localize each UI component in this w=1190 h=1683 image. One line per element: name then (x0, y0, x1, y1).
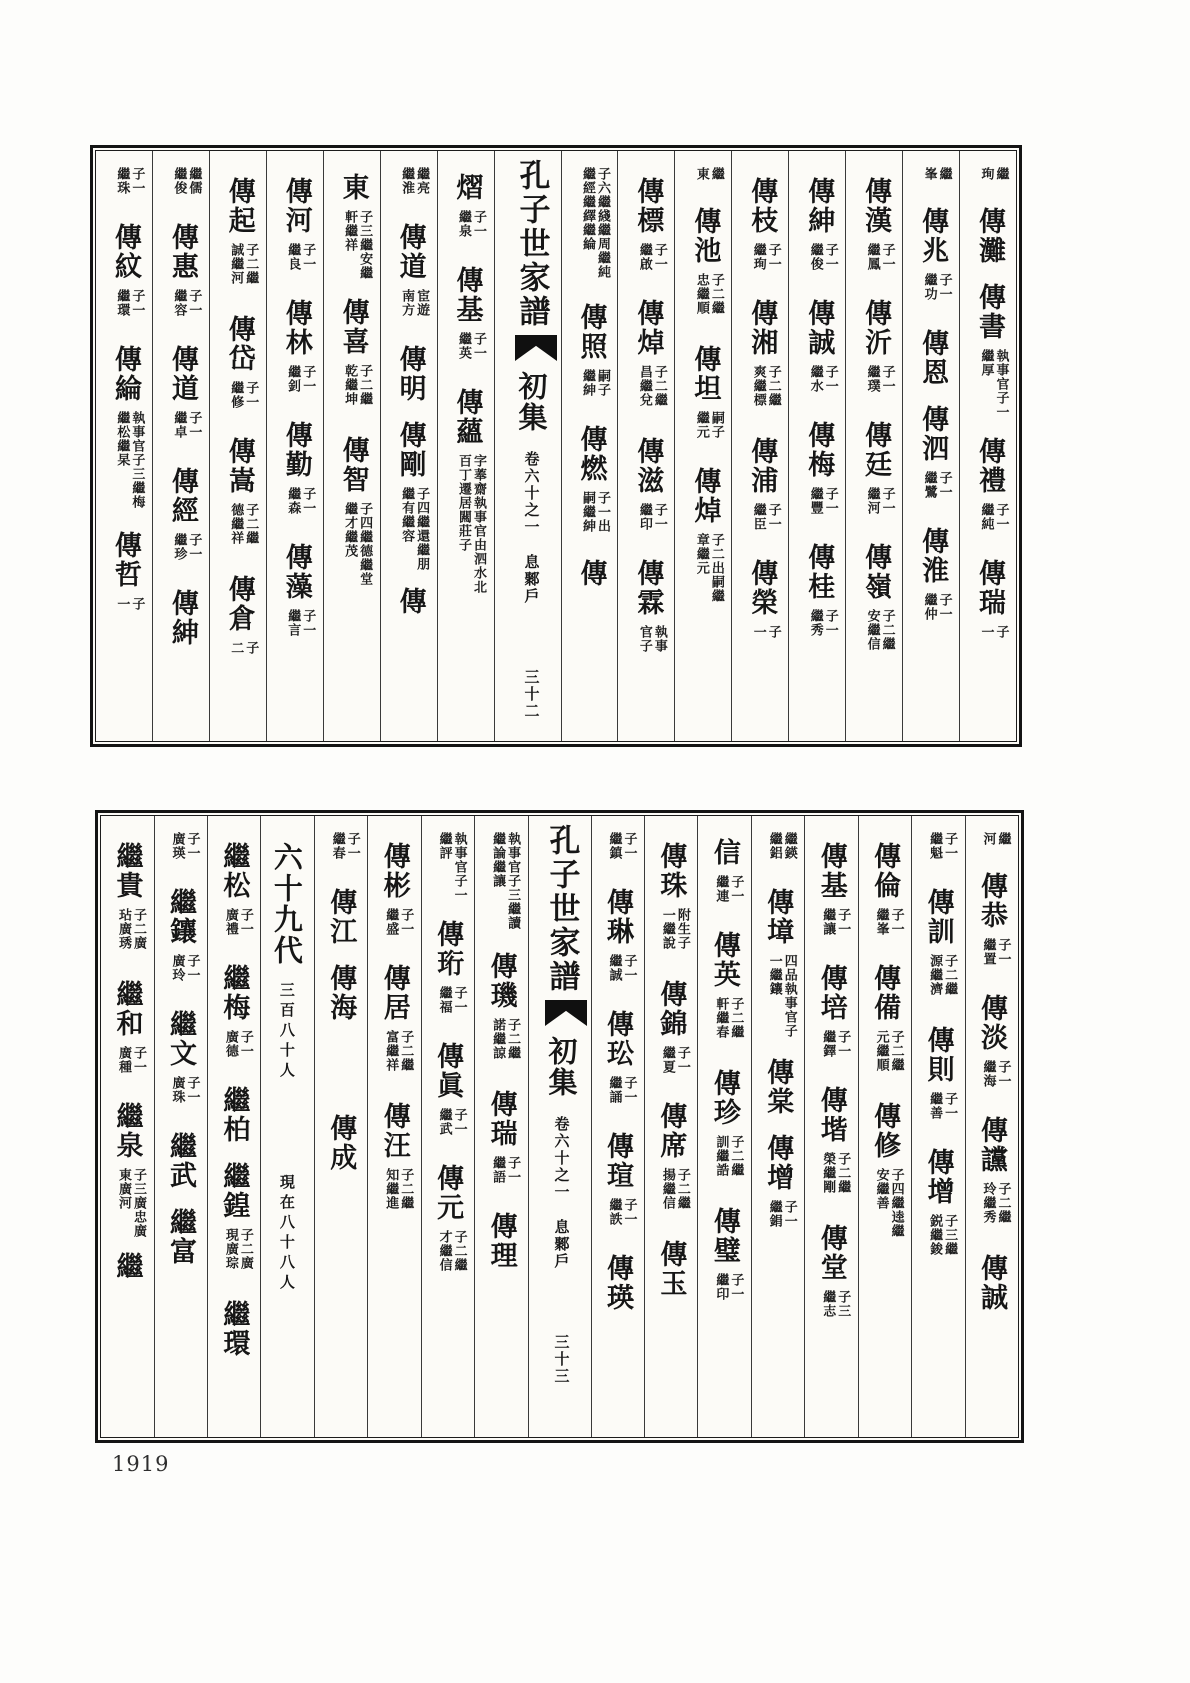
annotation: 子一繼言 (285, 609, 316, 637)
person-name: 傳瑞 (485, 1090, 517, 1148)
person-name: 繼 (111, 1252, 143, 1281)
person-name: 傳岱 (223, 315, 255, 373)
genealogy-column-13 (266, 151, 323, 741)
annotation: 繼亮繼淮 (399, 167, 430, 195)
person-name: 繼文 (164, 1010, 196, 1068)
person-name: 傳增 (922, 1148, 954, 1206)
person-name: 傳桂 (803, 543, 835, 601)
person-name: 傳經 (166, 467, 198, 525)
person-name: 傳瑄 (601, 1132, 633, 1190)
genealogy-column-12 (367, 816, 420, 1437)
person-name: 傳榮 (746, 559, 778, 617)
genealogy-column-17 (101, 816, 153, 1437)
annotation: 子一廣德 (222, 1030, 253, 1058)
annotation: 子一繼臣 (750, 503, 781, 531)
genealogy-column-15 (152, 151, 209, 741)
annotation: 子一繼容 (171, 289, 202, 317)
person-name: 傳錦 (655, 980, 687, 1038)
annotation: 子二繼知繼進 (383, 1168, 414, 1210)
annotation: 子二繼榮繼剛 (820, 1152, 851, 1194)
annotation: 執事官子三繼讀繼論繼讓 (490, 832, 521, 930)
book-title: 孔子世家譜 (513, 159, 550, 329)
genealogy-column-1 (959, 151, 1016, 741)
person-name: 傳瑛 (601, 1254, 633, 1312)
annotation: 子二繼揚繼信 (659, 1168, 690, 1210)
annotation: 子一繼英 (456, 332, 486, 360)
person-name: 傳坦 (689, 345, 721, 403)
genealogy-column-8 (591, 816, 644, 1437)
person-name: 繼和 (111, 980, 143, 1038)
person-name: 傳珍 (708, 1069, 740, 1127)
person-name: 傳倉 (223, 575, 255, 633)
annotation: 子二繼才繼信 (436, 1230, 467, 1272)
person-name: 傳璣 (485, 952, 517, 1010)
genealogy-column-11 (380, 151, 437, 741)
annotation: 繼河 (980, 832, 1011, 846)
household-label: 息鄹戶 (522, 554, 541, 605)
person-name: 傳玉 (655, 1240, 687, 1298)
person-name: 傳珠 (655, 842, 687, 900)
book-title: 孔子世家譜 (543, 824, 580, 994)
genealogy-column-11 (421, 816, 474, 1437)
person-name: 傳道 (394, 223, 426, 281)
annotation: 子一繼盛 (383, 908, 414, 936)
annotation: 子一廣珠 (169, 1076, 200, 1104)
annotation: 繼珣 (978, 167, 1009, 181)
annotation: 子一繼印 (636, 503, 667, 531)
annotation: 子一繼秀 (807, 609, 838, 637)
person-name: 傳剛 (394, 421, 426, 479)
annotation: 繼峯 (921, 167, 952, 181)
annotation: 子一繼珣 (750, 243, 781, 271)
person-name: 傳紳 (803, 177, 835, 235)
genealogy-column-4 (804, 816, 857, 1437)
person-name: 傳智 (337, 436, 369, 494)
annotation: 子一繼魁 (927, 832, 958, 860)
collection-title: 初集 (544, 1036, 579, 1098)
annotation: 子二繼乾繼坤 (342, 364, 373, 406)
annotation: 子二廣現廣琮 (222, 1228, 253, 1270)
person-name: 傳紳 (166, 589, 198, 647)
person-name: 傳瑞 (974, 559, 1005, 617)
annotation: 執事官子一繼評 (436, 832, 467, 902)
person-name: 傳標 (632, 177, 664, 235)
count-annotation: 現在八十八人 (277, 1174, 296, 1294)
annotation: 子一繼鎮 (606, 832, 637, 860)
annotation: 子一繼修 (228, 381, 259, 409)
person-name: 傳哲 (109, 531, 141, 589)
person-name: 傳 (575, 559, 607, 588)
genealogy-column-14 (209, 151, 266, 741)
annotation: 附生子一繼說 (659, 908, 690, 950)
person-name: 傳誠 (803, 299, 835, 357)
annotation: 子一繼俊 (807, 243, 838, 271)
genealogy-column-14 (260, 816, 313, 1437)
person-name: 傳浦 (746, 437, 778, 495)
annotation: 子一廣種 (116, 1046, 147, 1074)
annotation: 子一廣禮 (222, 908, 253, 936)
person-name: 傳元 (432, 1164, 464, 1222)
annotation: 子一繼善 (927, 1092, 958, 1120)
annotation: 子二繼源繼濟 (927, 954, 958, 996)
annotation: 子一繼豐 (807, 487, 838, 515)
person-name: 傳湘 (746, 299, 778, 357)
annotation: 子二繼軒繼春 (713, 997, 744, 1039)
person-name: 傳惠 (166, 223, 198, 281)
annotation: 子三繼安繼軒繼祥 (342, 210, 373, 280)
person-name: 傳珩 (432, 920, 464, 978)
annotation: 子一繼置 (980, 938, 1011, 966)
person-name: 傳誠 (976, 1254, 1007, 1312)
annotation: 子一繼啟 (636, 243, 667, 271)
annotation: 子一廣瑛 (169, 832, 200, 860)
genealogy-column-16 (154, 816, 207, 1437)
annotation: 子四繼逵繼安繼善 (873, 1168, 904, 1238)
annotation: 子一 (750, 625, 781, 639)
genealogy-column-3 (858, 816, 911, 1437)
person-name: 傳池 (689, 207, 721, 265)
annotation: 子一繼武 (436, 1108, 467, 1136)
person-name: 傳道 (166, 345, 198, 403)
person-name: 傳廷 (860, 421, 892, 479)
person-name: 傳蘊 (451, 388, 483, 446)
fishtail-mark (545, 1000, 587, 1026)
person-name: 傳彬 (378, 842, 410, 900)
annotation: 嗣子繼紳 (579, 369, 610, 397)
person-name: 傳灘 (974, 207, 1005, 265)
person-name: 傳江 (325, 888, 357, 946)
annotation: 子一繼功 (921, 273, 952, 301)
person-name: 傳培 (815, 964, 847, 1022)
person-name: 傳則 (922, 1026, 954, 1084)
annotation: 子一繼璞 (864, 365, 895, 393)
genealogy-column-12 (323, 151, 380, 741)
person-name: 傳霖 (632, 559, 664, 617)
annotation: 子一繼仲 (921, 593, 952, 621)
person-name: 傳修 (869, 1102, 901, 1160)
person-name: 六十九代 (269, 842, 304, 966)
person-name: 傳席 (655, 1102, 687, 1160)
annotation: 子二出嗣繼章繼元 (693, 533, 724, 603)
collection-title: 初集 (514, 371, 549, 433)
annotation: 子一 (114, 597, 145, 611)
person-name: 傳訓 (922, 888, 954, 946)
columns-top (96, 151, 1016, 741)
annotation: 子一繼連 (713, 875, 744, 903)
person-name: 傳汪 (378, 1102, 410, 1160)
annotation: 子二繼玲繼秀 (980, 1182, 1011, 1224)
person-name: 傳堦 (815, 1086, 847, 1144)
annotation: 宦遊南方 (399, 289, 430, 317)
person-name: 信 (708, 838, 740, 867)
annotation: 子二繼昌繼兌 (636, 365, 667, 407)
person-name: 傳淮 (917, 527, 949, 585)
annotation: 子六繼綫繼周繼純繼經繼繹繼綸 (579, 167, 610, 279)
person-name: 傳喜 (337, 298, 369, 356)
person-name: 傳嵩 (223, 437, 255, 495)
genealogy-block-top (90, 145, 1022, 747)
annotation: 子一繼印 (713, 1273, 744, 1301)
fishtail-mark (515, 335, 557, 361)
genealogy-block-bottom (95, 810, 1024, 1443)
person-name: 傳綸 (109, 345, 141, 403)
person-name: 傳兆 (917, 207, 949, 265)
annotation: 子三繼鋭繼鋑 (927, 1214, 958, 1256)
person-name: 傳林 (280, 299, 312, 357)
volume-label: 卷六十之一 (552, 1116, 571, 1201)
person-name: 傳燃 (575, 425, 607, 483)
count-annotation: 三百八十人 (277, 982, 296, 1082)
genealogy-column-10 (437, 151, 494, 741)
annotation: 子一繼珠 (114, 167, 145, 195)
annotation: 子一繼峯 (873, 908, 904, 936)
annotation: 子一繼海 (980, 1060, 1011, 1088)
person-name: 繼泉 (111, 1102, 143, 1160)
annotation: 子四繼德繼堂繼才繼茂 (342, 502, 373, 586)
person-name: 傳備 (869, 964, 901, 1022)
person-name: 傳墇 (762, 888, 794, 946)
person-name: 傳明 (394, 345, 426, 403)
person-name: 傳理 (485, 1212, 517, 1270)
person-name: 傳海 (325, 964, 357, 1022)
folio-number: 三十三 (552, 1334, 571, 1385)
person-name: 傳眞 (432, 1042, 464, 1100)
genealogy-column-5 (751, 816, 804, 1437)
annotation: 子一繼河 (864, 487, 895, 515)
person-name: 傳焯 (632, 299, 664, 357)
annotation: 字菶齋執事官由泗水北百丁遷居闗莊子 (456, 454, 486, 594)
annotation: 子二 (228, 641, 259, 655)
annotation: 子一繼夏 (659, 1046, 690, 1074)
genealogy-column-3 (845, 151, 902, 741)
title-column (528, 816, 591, 1437)
person-name: 繼松 (218, 842, 250, 900)
annotation: 子一出嗣繼紳 (579, 491, 610, 533)
person-name: 傳紋 (109, 223, 141, 281)
person-name: 傳河 (280, 177, 312, 235)
person-name: 傳書 (974, 283, 1005, 341)
person-name: 傳居 (378, 964, 410, 1022)
person-name: 傳璧 (708, 1207, 740, 1265)
genealogy-column-15 (207, 816, 260, 1437)
annotation: 子四繼還繼朋繼有繼容 (399, 487, 430, 571)
annotation: 執事官子三繼梅繼松繼杲 (114, 411, 145, 509)
person-name: 繼梅 (218, 964, 250, 1022)
annotation: 子一繼春 (329, 832, 360, 860)
person-name: 繼鍠 (218, 1162, 250, 1220)
person-name: 傳恭 (976, 872, 1007, 930)
person-name: 傳枝 (746, 177, 778, 235)
person-name: 傳藻 (280, 543, 312, 601)
annotation: 子三廣忠廣東廣河 (116, 1168, 147, 1238)
annotation: 子二繼訓繼誥 (713, 1135, 744, 1177)
annotation: 繼鍈繼鋁 (766, 832, 797, 860)
annotation: 子二繼忠繼順 (693, 273, 724, 315)
person-name: 傳成 (325, 1114, 357, 1172)
person-name: 繼富 (164, 1208, 196, 1266)
person-name: 傳基 (815, 842, 847, 900)
person-name: 傳泗 (917, 405, 949, 463)
person-name: 傳讜 (976, 1116, 1007, 1174)
annotation: 子一繼珍 (171, 533, 202, 561)
person-name: 傳倫 (869, 842, 901, 900)
annotation: 子一繼環 (114, 289, 145, 317)
annotation: 子一繼卓 (171, 411, 202, 439)
annotation: 子一繼水 (807, 365, 838, 393)
annotation: 子一繼純 (978, 503, 1009, 531)
person-name: 繼鑲 (164, 888, 196, 946)
annotation: 子一繼鳳 (864, 243, 895, 271)
person-name: 傳嶺 (860, 543, 892, 601)
annotation: 子一繼森 (285, 487, 316, 515)
person-name: 繼環 (218, 1300, 250, 1358)
annotation: 繼儒繼俊 (171, 167, 202, 195)
genealogy-block-bottom-frame (100, 815, 1019, 1438)
annotation: 子一繼鷺 (921, 471, 952, 499)
annotation: 執事官子 (636, 625, 667, 653)
annotation: 子一繼讓 (820, 908, 851, 936)
genealogy-column-2 (911, 816, 964, 1437)
person-name: 傳 (394, 587, 426, 616)
title-column (494, 151, 561, 741)
annotation: 繼東 (693, 167, 724, 181)
annotation: 子二繼元繼順 (873, 1030, 904, 1072)
person-name: 傳起 (223, 177, 255, 235)
annotation: 子一廣玲 (169, 954, 200, 982)
person-name: 傳基 (451, 266, 483, 324)
person-name: 傳英 (708, 931, 740, 989)
annotation: 子二廣玷廣琇 (116, 908, 147, 950)
person-name: 傳淡 (976, 994, 1007, 1052)
annotation: 子一繼鋗 (766, 1200, 797, 1228)
person-name: 傳恩 (917, 329, 949, 387)
person-name: 繼柏 (218, 1086, 250, 1144)
genealogy-column-8 (561, 151, 618, 741)
person-name: 傳勤 (280, 421, 312, 479)
annotation: 子一繼詄 (606, 1198, 637, 1226)
annotation: 子一 (978, 625, 1009, 639)
person-name: 傳琳 (601, 888, 633, 946)
annotation: 子一繼福 (436, 986, 467, 1014)
genealogy-column-13 (314, 816, 367, 1437)
annotation: 子二繼諾繼諒 (490, 1018, 521, 1060)
annotation: 四品執事官子一繼鑲 (766, 954, 797, 1038)
annotation: 子一繼釗 (285, 365, 316, 393)
person-name: 傳玜 (601, 1010, 633, 1068)
genealogy-column-7 (617, 151, 674, 741)
annotation: 子一繼誦 (606, 1076, 637, 1104)
household-label: 息鄹戶 (552, 1219, 571, 1270)
person-name: 熠 (451, 173, 483, 202)
person-name: 傳增 (762, 1134, 794, 1192)
genealogy-column-2 (902, 151, 959, 741)
person-name: 傳沂 (860, 299, 892, 357)
columns-bottom (101, 816, 1018, 1437)
annotation: 子三繼志 (820, 1290, 851, 1318)
annotation: 子一繼泉 (456, 210, 486, 238)
genealogy-column-16 (96, 151, 152, 741)
annotation: 子一繼語 (490, 1156, 521, 1184)
genealogy-column-7 (644, 816, 697, 1437)
genealogy-column-4 (788, 151, 845, 741)
person-name: 傳禮 (974, 437, 1005, 495)
person-name: 傳滋 (632, 437, 664, 495)
folio-number: 三十二 (522, 669, 541, 720)
page-number: 1919 (112, 1452, 170, 1476)
annotation: 子二繼富繼祥 (383, 1030, 414, 1072)
person-name: 傳梅 (803, 421, 835, 479)
genealogy-column-1 (965, 816, 1018, 1437)
person-name: 傳照 (575, 303, 607, 361)
genealogy-column-6 (674, 151, 731, 741)
annotation: 子二繼德繼祥 (228, 503, 259, 545)
annotation: 嗣子繼元 (693, 411, 724, 439)
person-name: 傳棠 (762, 1058, 794, 1116)
annotation: 子二繼誠繼河 (228, 243, 259, 285)
genealogy-column-6 (697, 816, 750, 1437)
annotation: 子二繼爽繼標 (750, 365, 781, 407)
genealogy-column-5 (731, 151, 788, 741)
annotation: 子一繼鐸 (820, 1030, 851, 1058)
person-name: 傳漢 (860, 177, 892, 235)
annotation: 子二繼安繼信 (864, 609, 895, 651)
genealogy-block-top-frame (95, 150, 1017, 742)
person-name: 繼貴 (111, 842, 143, 900)
annotation: 子一繼誠 (606, 954, 637, 982)
person-name: 繼武 (164, 1132, 196, 1190)
person-name: 傳焯 (689, 467, 721, 525)
annotation: 子一繼良 (285, 243, 316, 271)
genealogy-column-10 (474, 816, 527, 1437)
volume-label: 卷六十之一 (522, 451, 541, 536)
annotation: 執事官子一繼厚 (978, 349, 1009, 419)
person-name: 東 (337, 173, 369, 202)
person-name: 傳堂 (815, 1224, 847, 1282)
